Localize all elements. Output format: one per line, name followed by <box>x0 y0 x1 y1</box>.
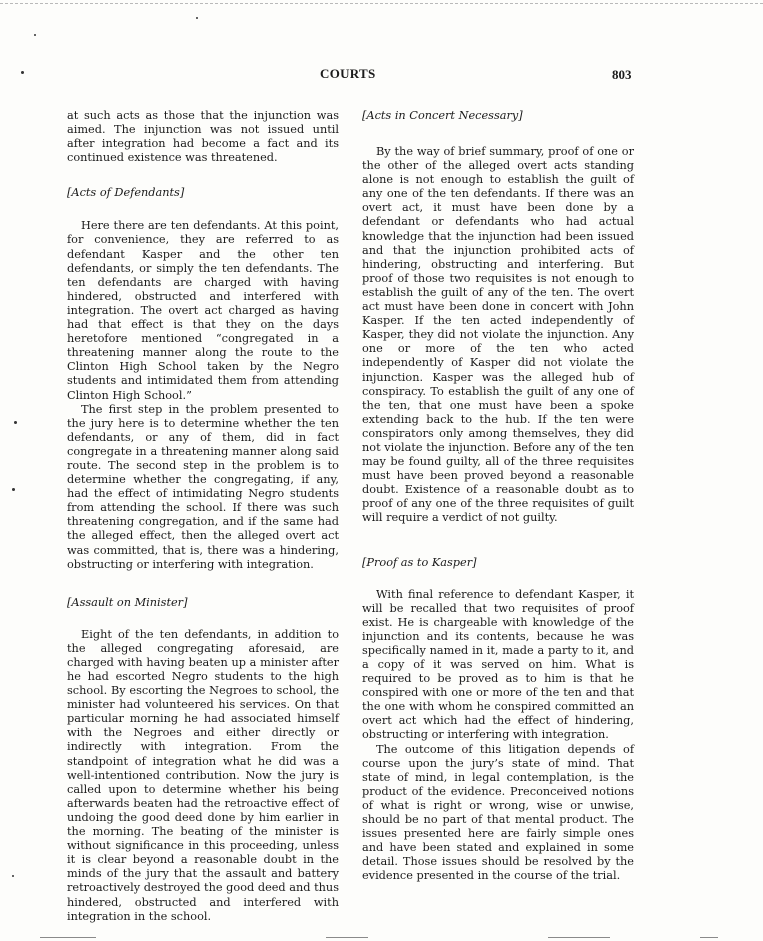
heading-assault-on-minister: [Assault on Minister] <box>67 595 188 609</box>
paragraph-assault: Eight of the ten defendants, in addition to the alleged congregating aforesaid, are charged with having beaten up a minister after he had escorted Negro students to the high school. By escorting the Negroes to school, the minister had volunteered his services. On that particular morning he had associated himself with the Negroes and either directly or indirectly with integration. From the standpoint of integration what he did was a well-intentioned contribution. Now the jury is called upon to determine whether his being afterwards beaten had the retroactive effect of undoing the good deed done by him earlier in the morning. The beating of the minister is without significance in this proceeding, unless it is clear beyond a reasonable doubt in the minds of the jury that the assault and battery retroactively destroyed the good deed and thus hindered, obstructed and interfered with integration in the school. <box>67 627 339 923</box>
paragraph-defendants-2: The first step in the problem presented to the jury here is to determine whether the ten defendants, or any of them, did in fact congregate in a threatening manner along said route. The second step in the problem is to determine whether the congregating, if any, had the effect of intimidating Negro students from attending the school. If there was such threatening congregation, and if the same had the alleged effect, then the alleged overt act was committed, that is, there was a hindering, obstructing or interfering with integration. <box>67 402 339 571</box>
scan-bottom-mark <box>40 937 96 938</box>
scan-bottom-mark <box>548 937 610 938</box>
right-column <box>362 109 634 884</box>
left-column <box>67 109 339 924</box>
scan-speck <box>34 34 36 36</box>
heading-acts-of-defendants: [Acts of Defendants] <box>67 186 185 200</box>
scan-speck <box>12 875 14 877</box>
scan-top-dashed-edge <box>0 3 763 4</box>
paragraph-continued: at such acts as those that the injunction was aimed. The injunction was not issued until after integration had become a fact and its continued existence was threatened. <box>67 109 339 165</box>
paragraph-defendants-1: Here there are ten defendants. At this point, for convenience, they are referred to as defendant Kasper and the other ten defendants, or simply the ten defendants. The ten defendants are charged with having hindered, obstructed and interfered with integration. The overt act charged as having had that effect is that they on the days heretofore mentioned “congregated in a threatening manner along the route to the Clinton High School taken by the Negro students and intimidated them from attending Clinton High School.” <box>67 219 339 402</box>
paragraph-outcome: The outcome of this litigation depends of course upon the jury’s state of mind. That state of mind, in legal contemplation, is the product of the evidence. Preconceived notions of what is right or wrong, wise or unwise, should be no part of that mental product. The issues presented here are fairly simple ones and have been stated and explained in some detail. Those issues should be resolved by the evidence presented in the course of the trial. <box>362 742 634 883</box>
scan-speck <box>14 421 17 424</box>
scan-speck <box>196 17 198 19</box>
scan-bottom-mark <box>326 937 368 938</box>
scan-speck <box>21 71 24 74</box>
running-head-title: COURTS <box>320 66 376 81</box>
paragraph-concert: By the way of brief summary, proof of one or the other of the alleged overt acts standing alone is not enough to establish the guilt of any one of the ten defendants. If there was an overt act, it must have been done by a defendant or defendants who had actual knowledge that the injunction had been issued and that the injunction prohibited acts of hindering, obstructing and interfering. But proof of those two requisites is not enough to establish the guilt of any of the ten. The overt act must have been done in concert with John Kasper. If the ten acted independently of Kasper, they did not violate the injunction. Any one or more of the ten who acted independently of Kasper did not violate the injunction. Kasper was the alleged hub of conspiracy. To establish the guilt of any one of the ten, that one must have been a spoke extending back to the hub. If the ten were conspirators only among themselves, they did not violate the injunction. Before any of the ten may be found guilty, all of the three requisites must have been proved beyond a reasonable doubt. Existence of a reasonable doubt as to proof of any one of the three requisites of guilt will require a verdict of not guilty. <box>362 145 634 525</box>
page-number: 803 <box>612 67 632 82</box>
paragraph-kasper: With final reference to defendant Kasper, it will be recalled that two requisites of proof exist. He is chargeable with knowledge of the injunction and its contents, because he was specifically named in it, made a party to it, and a copy of it was served on him. What is required to be proved as to him is that he conspired with one or more of the ten and that the one with whom he conspired committed an overt act which had the effect of hindering, obstructing or interfering with integration. <box>362 587 634 742</box>
scan-speck <box>12 488 15 491</box>
scan-bottom-mark <box>700 937 718 938</box>
heading-acts-in-concert: [Acts in Concert Necessary] <box>362 109 523 122</box>
heading-proof-as-to-kasper: [Proof as to Kasper] <box>362 555 477 569</box>
